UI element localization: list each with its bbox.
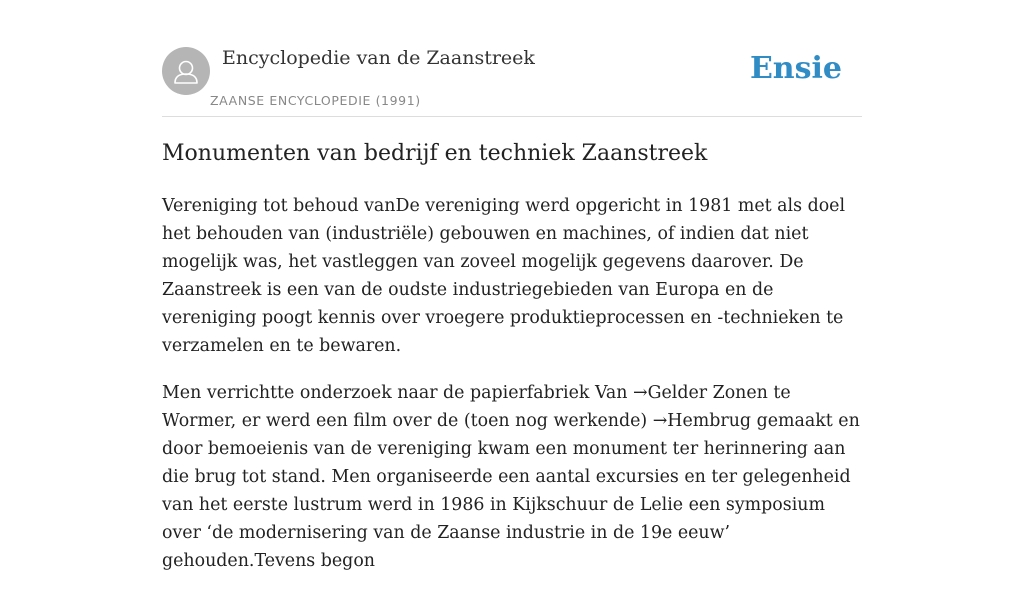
- source-avatar[interactable]: [162, 47, 210, 95]
- article-title: Monumenten van bedrijf en techniek Zaanstreek: [162, 141, 708, 166]
- reference-link-hembrug[interactable]: →Hembrug: [652, 411, 752, 431]
- user-icon: [162, 47, 210, 95]
- article-body: [162, 192, 862, 594]
- source-title[interactable]: Encyclopedie van de Zaanstreek: [222, 47, 535, 69]
- article-paragraph-1: Vereniging tot behoud vanDe vereniging werd opgericht in 1981 met als doel het behouden van (industriële) gebouwen en machines, of indien dat niet mogelijk was, het vastleggen van zoveel mogelijk gegevens daarover. De Zaanstreek is een van de oudste industriegebieden van Europa en de vereniging poogt kennis over vroegere produktieprocessen en -technieken te verzamelen en te bewaren.: [162, 196, 846, 356]
- source-header: [162, 0, 862, 117]
- paragraph-text: gemaakt en door bemoeienis van de vereniging kwam een monument ter herinnering aan die brug tot stand. Men organiseerde een aantal excursies en ter gelegenheid van het eerste lustrum werd in 1986 in Kijkschuur de Lelie een symposium over ‘de modernisering van de Zaanse industrie in de 19e eeuw’ gehouden.Tevens begon: [162, 411, 860, 571]
- article-paragraph-2: [162, 379, 862, 575]
- ensie-logo[interactable]: Ensie: [749, 51, 842, 86]
- reference-link-gelder-zonen[interactable]: →Gelder Zonen: [633, 383, 768, 403]
- paragraph-text: te Wormer, er werd een film over de (toen nog werkende): [162, 383, 791, 431]
- document-page: [162, 0, 862, 571]
- source-subtitle: ZAANSE ENCYCLOPEDIE (1991): [210, 93, 421, 108]
- paragraph-text: Men verrichtte onderzoek naar de papierfabriek Van: [162, 383, 634, 403]
